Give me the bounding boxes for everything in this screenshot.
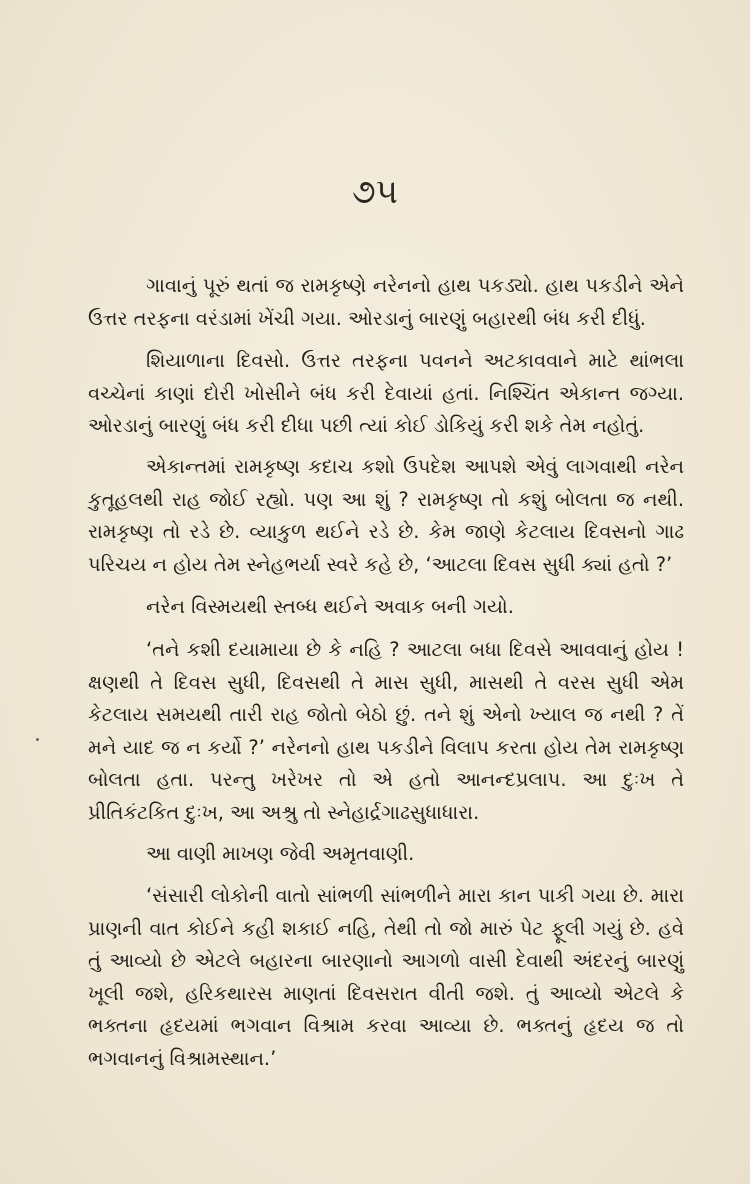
paper-speck	[36, 738, 39, 741]
paragraph-3: એકાન્તમાં રામકૃષ્ણ કદાચ કશો ઉપદેશ આપશે એવું લાગવાથી નરેન કુતૂહલથી રાહ જોઈ રહ્યો. પણ આ શું ? રામકૃષ્ણ તો કશું બોલતા જ નથી. રામકૃષ્ણ તો રડે છે. વ્યાકુળ થઈને રડે છે. કેમ જાણે કેટલાય દિવસનો ગાઢ પરિચય ન હોય તેમ સ્નેહભર્યા સ્વરે કહે છે, ‘આટલા દિવસ સુધી ક્યાં હતો ?’	[88, 454, 684, 576]
paragraph-2: શિયાળાના દિવસો. ઉત્તર તરફના પવનને અટકાવવાને માટે થાંભલા વચ્ચેનાં કાણાં દોરી ખોસીને બંધ કરી દેવાયાં હતાં. નિશ્ચિંત એકાન્ત જગ્યા. ઓરડાનું બારણું બંધ કરી દીધા પછી ત્યાં કોઈ ડોકિયું કરી શકે તેમ નહોતું.	[88, 349, 684, 438]
chapter-number: ૭૫	[352, 172, 398, 212]
paragraph-1: ગાવાનું પૂરું થતાં જ રામકૃષ્ણે નરેનનો હાથ પકડ્યો. હાથ પકડીને એને ઉત્તર તરફના વરંડામાં ખેંચી ગયા. ઓરડાનું બારણું બહારથી બંધ કરી દીધું.	[88, 274, 684, 330]
paragraph-5: ‘તને કશી દયામાયા છે કે નહિ ? આટલા બધા દિવસે આવવાનું હોય ! ક્ષણથી તે દિવસ સુધી, દિવસથી તે માસ સુધી, માસથી તે વરસ સુધી એમ કેટલાય સમયથી તારી રાહ જોતો બેઠો છું. તને શું એનો ખ્યાલ જ નથી ? તેં મને યાદ જ ન કર્યો ?’ નરેનનો હાથ પકડીને વિલાપ કરતા હોય તેમ રામકૃષ્ણ બોલતા હતા. પરન્તુ ખરેખર તો એ હતો આનન્દપ્રલાપ. આ દુઃખ તે પ્રીતિકંટકિત દુઃખ, આ અશ્રુ તો સ્નેહાર્દ્રગાઢસુધાધારા.	[88, 637, 684, 824]
chapter-body	[88, 270, 684, 1076]
paragraph-4: નરેન વિસ્મયથી સ્તબ્ધ થઈને અવાક બની ગયો.	[146, 595, 514, 619]
paragraph-7: ‘સંસારી લોકોની વાતો સાંભળી સાંભળીને મારા કાન પાકી ગયા છે. મારા પ્રાણની વાત કોઈને કહી શકાઈ નહિ, તેથી તો જો મારું પેટ ફૂલી ગયું છે. હવે તું આવ્યો છે એટલે બહારના બારણાનો આગળો વાસી દેવાથી અંદરનું બારણું ખૂલી જશે, હરિકથારસ માણતાં દિવસરાત વીતી જશે. તું આવ્યો એટલે કે ભક્તના હૃદયમાં ભગવાન વિશ્રામ કરવા આવ્યા છે. ભક્તનું હૃદય જ તો ભગવાનનું વિશ્રામસ્થાન.’	[88, 884, 684, 1071]
paragraph-6: આ વાણી માખણ જેવી અમૃતવાણી.	[146, 841, 415, 865]
